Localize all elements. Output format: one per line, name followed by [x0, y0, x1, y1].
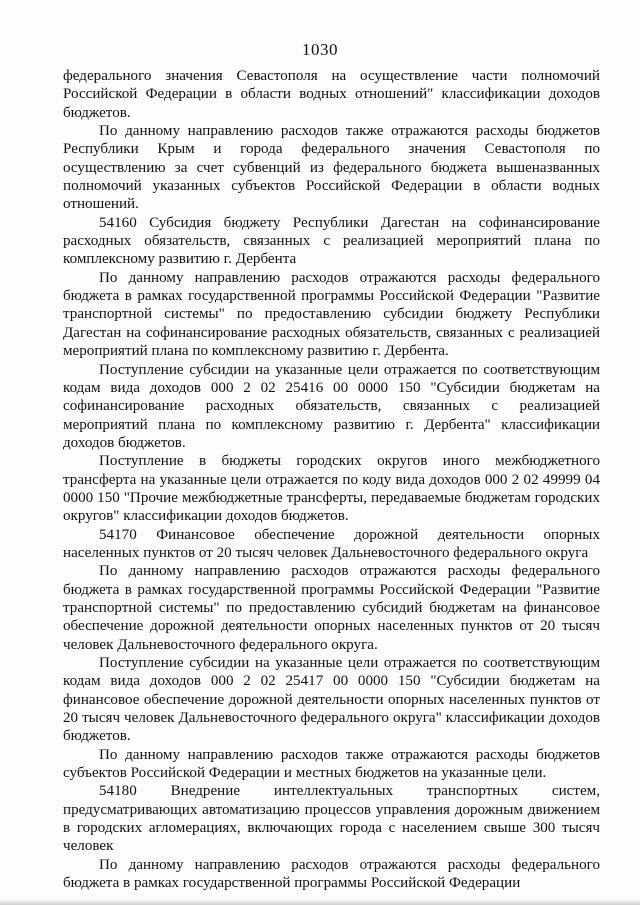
- paragraph: По данному направлению расходов отражаются расходы федерального бюджета в рамках государственной программы Российской Федерации "Развитие транспортной системы" по предоставлению субсидий бюджетам на финансовое обеспечение дорожной деятельности опорных населенных пунктов от 20 тысяч человек Дальневосточного федерального округа.: [63, 563, 600, 653]
- section-heading: 54170 Финансовое обеспечение дорожной деятельности опорных населенных пунктов от 20 тысяч человек Дальневосточного федерального округа: [63, 526, 600, 561]
- paragraph: Поступление субсидии на указанные цели отражается по соответствующим кодам вида доходов 000 2 02 25417 00 0000 150 "Субсидии бюджетам на финансовое обеспечение дорожной деятельности опорных населенных пунктов от 20 тысяч человек Дальневосточного федерального округа" классификации доходов бюджетов.: [63, 655, 600, 745]
- body-text: [63, 67, 600, 892]
- section-heading: 54160 Субсидия бюджету Республики Дагестан на софинансирование расходных обязательств, связанных с реализацией мероприятий плана по комплексному развитию г. Дербента: [63, 214, 600, 268]
- paragraph: Поступление субсидии на указанные цели отражается по соответствующим кодам вида доходов 000 2 02 25416 00 0000 150 "Субсидии бюджетам на софинансирование расходных обязательств, связанных с реализацией мероприятий плана по комплексному развитию г. Дербента" классификации доходов бюджетов.: [63, 361, 600, 451]
- paragraph: По данному направлению расходов отражаются расходы федерального бюджета в рамках государственной программы Российской Федерации: [63, 856, 600, 892]
- section-heading: 54180 Внедрение интеллектуальных транспортных систем, предусматривающих автоматизацию процессов управления дорожным движением в городских агломерациях, включающих города с населением свыше 300 тысяч человек: [63, 783, 600, 855]
- page-number: 1030: [302, 40, 338, 59]
- paragraph: федерального значения Севастополя на осуществление части полномочий Российской Федерации в области водных отношений" классификации доходов бюджетов.: [63, 68, 600, 121]
- scan-edge: [0, 899, 640, 905]
- paragraph: По данному направлению расходов также отражаются расходы бюджетов Республики Крым и города федерального значения Севастополя по осуществлению за счет субвенций из федерального бюджета вышеназванных полномочий указанных субъектов Российской Федерации в области водных отношений.: [63, 123, 600, 213]
- paragraph: Поступление в бюджеты городских округов иного межбюджетного трансферта на указанные цели отражается по коду вида доходов 000 2 02 49999 04 0000 150 "Прочие межбюджетные трансферты, передаваемые бюджетам городских округов" классификации доходов бюджетов.: [63, 453, 600, 525]
- paragraph: По данному направлению расходов отражаются расходы федерального бюджета в рамках государственной программы Российской Федерации "Развитие транспортной системы" по предоставлению субсидии бюджету Республики Дагестан на софинансирование расходных обязательств, связанных с реализацией мероприятий плана по комплексному развитию г. Дербента.: [63, 269, 600, 360]
- paragraph: По данному направлению расходов также отражаются расходы бюджетов субъектов Российской Федерации и местных бюджетов на указанные цели.: [63, 746, 600, 782]
